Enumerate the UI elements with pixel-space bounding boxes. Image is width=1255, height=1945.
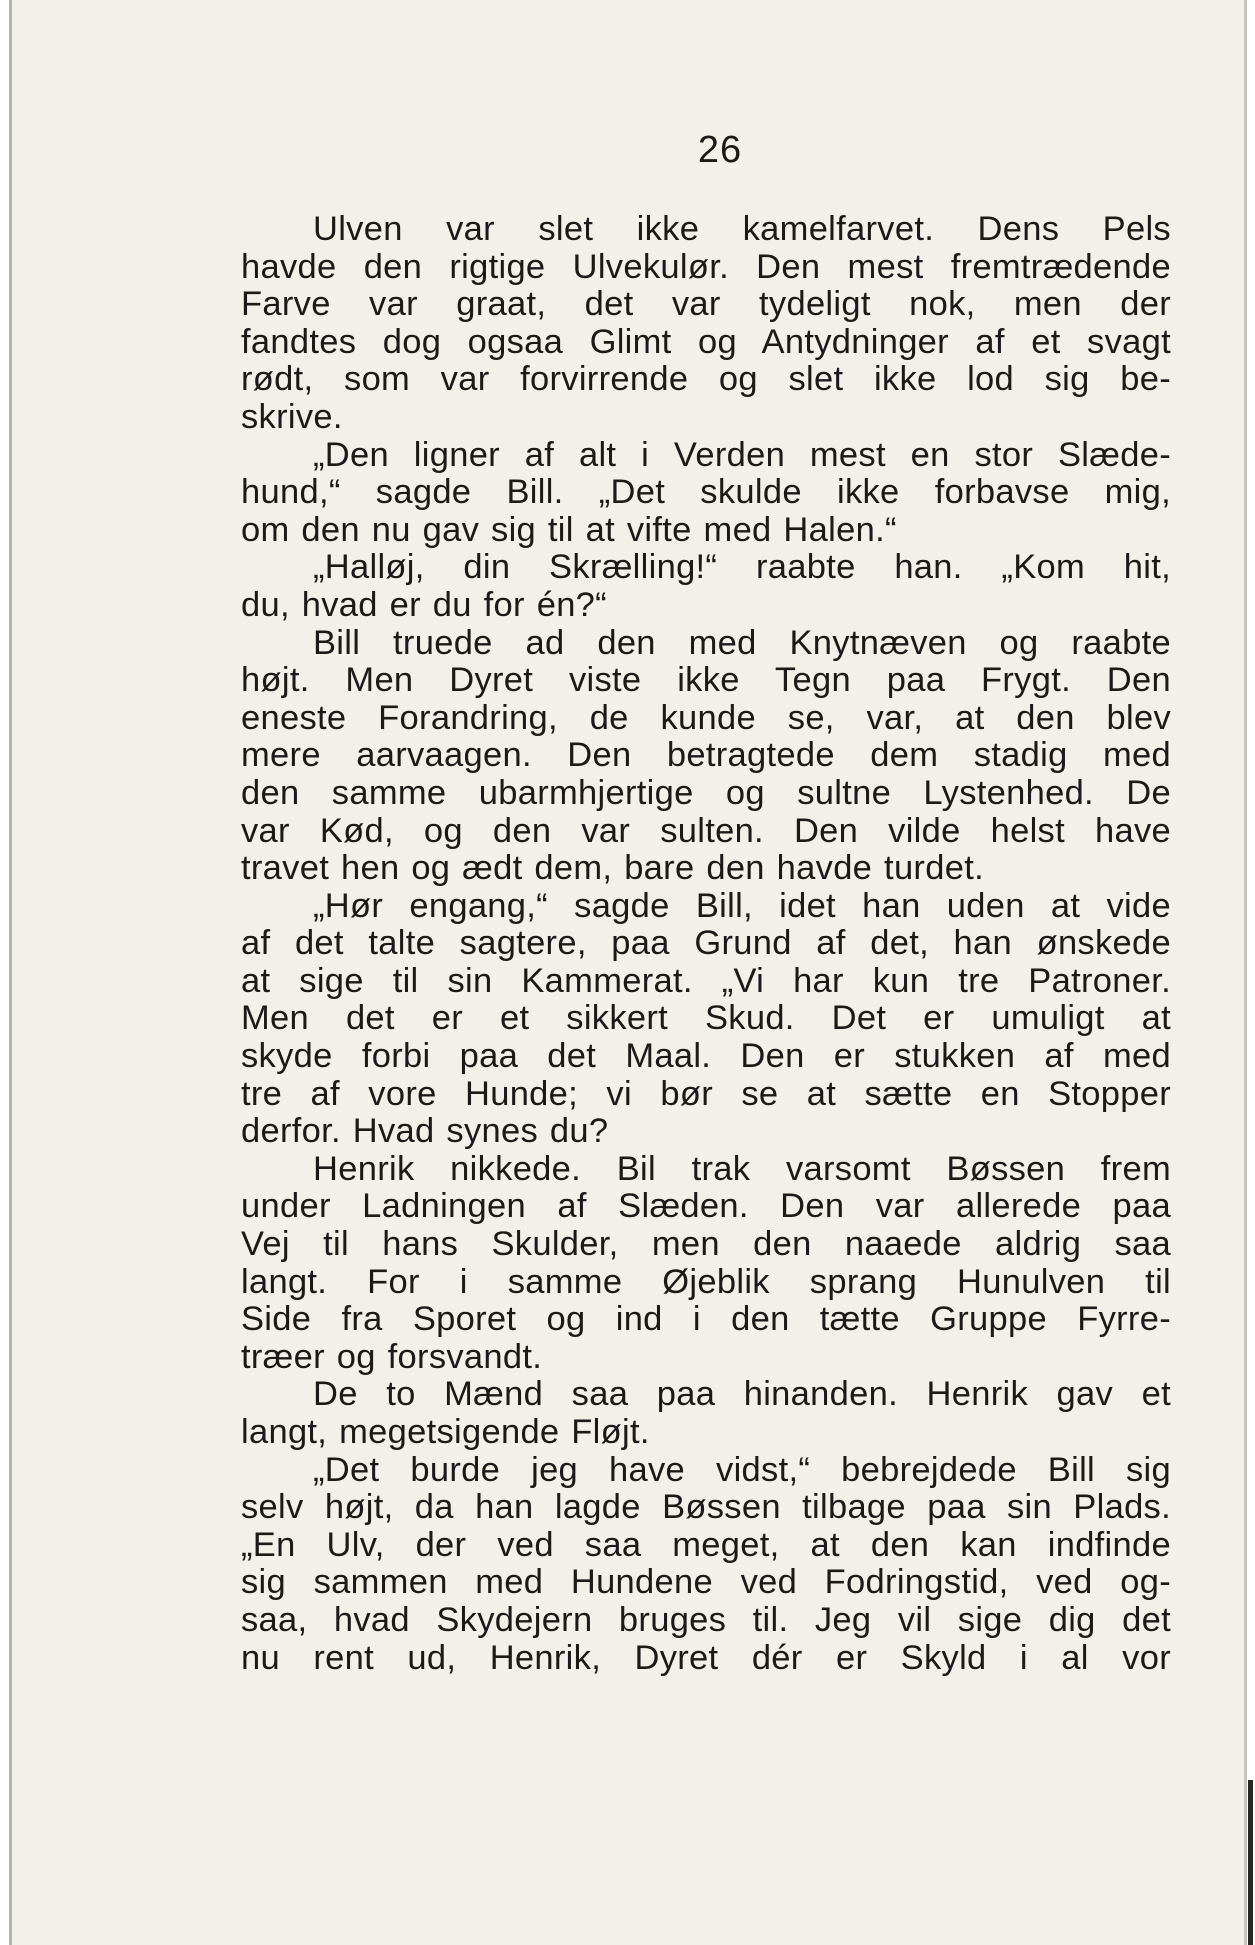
edge-mark	[1248, 1780, 1253, 1945]
text-line: fandtes dog ogsaa Glimt og Antydninger af et svagt	[241, 322, 1171, 361]
text-line: om den nu gav sig til at vifte med Halen.“	[241, 510, 897, 549]
text-line: nu rent ud, Henrik, Dyret dér er Skyld i al vor	[241, 1638, 1171, 1677]
text-line: Vej til hans Skulder, men den naaede aldrig saa	[241, 1225, 1171, 1264]
text-line: „En Ulv, der ved saa meget, at den kan indfinde	[241, 1525, 1171, 1564]
text-line: Farve var graat, det var tydeligt nok, men der	[241, 285, 1171, 324]
text-line: Side fra Sporet og ind i den tætte Gruppe Fyrre-	[241, 1300, 1171, 1339]
text-line: under Ladningen af Slæden. Den var allerede paa	[241, 1187, 1171, 1226]
text-line: „Den ligner af alt i Verden mest en stor Slæde-	[313, 435, 1171, 474]
page-right-edge	[1244, 0, 1255, 1945]
text-line: at sige til sin Kammerat. „Vi har kun tre Patroner.	[241, 961, 1171, 1000]
text-line: De to Mænd saa paa hinanden. Henrik gav et	[313, 1375, 1171, 1414]
text-line: „Halløj, din Skrælling!“ raabte han. „Kom hit,	[313, 548, 1171, 587]
text-line: var Kød, og den var sulten. Den vilde helst have	[241, 811, 1171, 850]
text-line: den samme ubarmhjertige og sultne Lystenhed. De	[241, 773, 1171, 812]
text-line: højt. Men Dyret viste ikke Tegn paa Frygt. Den	[241, 661, 1171, 700]
text-line: Bill truede ad den med Knytnæven og raabte	[313, 623, 1171, 662]
text-line: travet hen og ædt dem, bare den havde turdet.	[241, 849, 984, 888]
body-text	[241, 211, 1171, 1677]
text-line: skrive.	[241, 397, 343, 436]
text-line: mere aarvaagen. Den betragtede dem stadig med	[241, 736, 1171, 775]
text-line: Ulven var slet ikke kamelfarvet. Dens Pels	[313, 210, 1171, 248]
text-line: langt, megetsigende Fløjt.	[241, 1413, 650, 1451]
text-line: af det talte sagtere, paa Grund af det, han ønskede	[241, 924, 1171, 963]
text-line: saa, hvad Skydejern bruges til. Jeg vil sige dig det	[241, 1600, 1171, 1639]
text-line: eneste Forandring, de kunde se, var, at den blev	[241, 698, 1171, 737]
text-line: træer og forsvandt.	[241, 1337, 543, 1376]
text-line: hund,“ sagde Bill. „Det skulde ikke forbavse mig,	[241, 473, 1171, 512]
text-line: Men det er et sikkert Skud. Det er umuligt at	[241, 999, 1171, 1038]
text-line: du, hvad er du for én?“	[241, 585, 607, 624]
text-line: „Hør engang,“ sagde Bill, idet han uden at vide	[313, 886, 1171, 925]
text-line: selv højt, da han lagde Bøssen tilbage paa sin Plads.	[241, 1488, 1171, 1527]
page-left-edge	[0, 0, 12, 1945]
text-line: havde den rigtige Ulvekulør. Den mest fremtrædende	[241, 247, 1171, 286]
text-line: derfor. Hvad synes du?	[241, 1112, 609, 1151]
text-line: langt. For i samme Øjeblik sprang Hunulven til	[241, 1262, 1171, 1301]
text-line: sig sammen med Hundene ved Fodringstid, ved og-	[241, 1563, 1171, 1602]
text-line: Henrik nikkede. Bil trak varsomt Bøssen frem	[313, 1149, 1171, 1188]
page-number: 26	[697, 129, 743, 171]
text-line: rødt, som var forvirrende og slet ikke lod sig be-	[241, 360, 1171, 399]
text-line: „Det burde jeg have vidst,“ bebrejdede Bill sig	[313, 1450, 1171, 1489]
text-line: tre af vore Hunde; vi bør se at sætte en Stopper	[241, 1074, 1171, 1113]
text-line: skyde forbi paa det Maal. Den er stukken af med	[241, 1037, 1171, 1076]
